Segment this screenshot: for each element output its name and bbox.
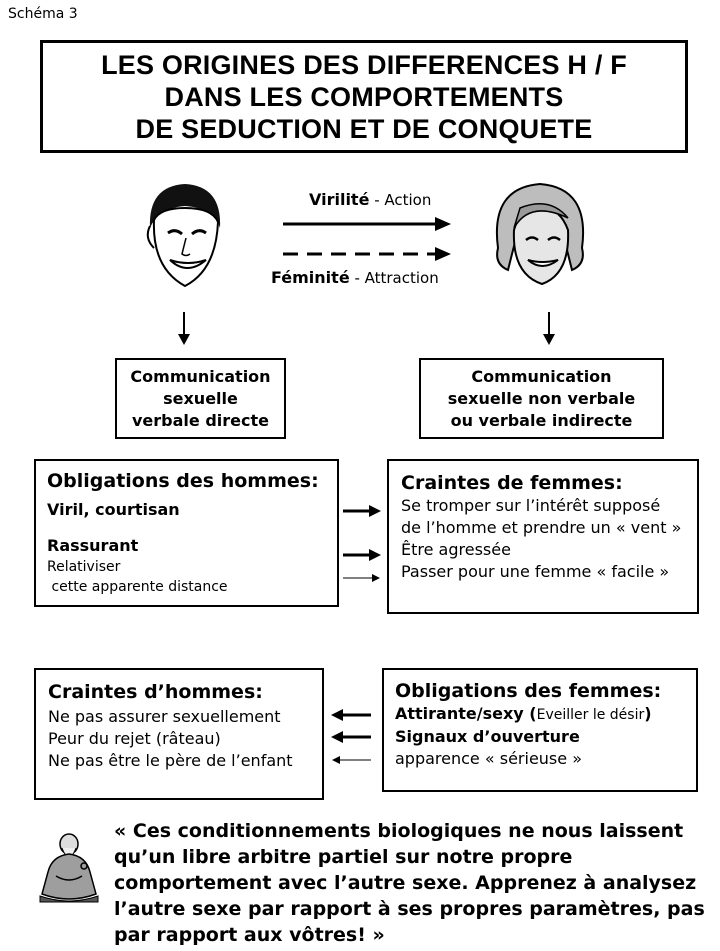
comm-box-left: [115, 358, 286, 439]
oblig-femmes-line-3: apparence « sérieuse »: [395, 749, 582, 768]
oblig-femmes-box: [382, 668, 698, 792]
right-arrow-2: [343, 547, 383, 563]
dashed-arrow-feminite: [283, 244, 453, 264]
oblig-hommes-line-3: Relativiser: [47, 559, 121, 575]
oblig-femmes-line-1: Attirante/sexy (Eveiller le désir): [395, 704, 652, 723]
oblig-hommes-line-4: cette apparente distance: [47, 579, 228, 595]
virilite-label: Virilité - Action: [309, 190, 432, 209]
sage-figure-icon: [36, 832, 102, 904]
craintes-hommes-line-1: Ne pas assurer sexuellement: [48, 707, 281, 726]
feminite-label: Féminité - Attraction: [271, 268, 439, 287]
craintes-femmes-box: [387, 459, 699, 614]
title-box: [40, 40, 688, 153]
title-line-3: DE SEDUCTION ET DE CONQUETE: [135, 113, 593, 144]
craintes-femmes-line-3: Être agressée: [401, 540, 511, 559]
right-arrow-1: [343, 503, 383, 519]
craintes-femmes-line-2: de l’homme et prendre un « vent »: [401, 518, 682, 537]
comm-left-line-3: verbale directe: [132, 410, 269, 430]
quote-line-1: « Ces conditionnements biologiques ne nous laissent: [114, 820, 684, 842]
solid-arrow-virilite: [283, 214, 453, 234]
left-arrow-3: [331, 753, 373, 767]
comm-right-line-3: ou verbale indirecte: [450, 410, 633, 430]
down-arrow-left: [176, 312, 192, 346]
man-face-icon: [140, 178, 230, 293]
craintes-hommes-line-3: Ne pas être le père de l’enfant: [48, 751, 293, 770]
oblig-hommes-title: Obligations des hommes:: [47, 470, 319, 492]
title-line-1: LES ORIGINES DES DIFFERENCES H / F: [101, 49, 627, 80]
oblig-femmes-line-2: Signaux d’ouverture: [395, 727, 580, 746]
comm-left-line-2: sexuelle: [163, 388, 238, 408]
craintes-femmes-line-4: Passer pour une femme « facile »: [401, 562, 670, 581]
comm-right-line-1: Communication: [471, 366, 612, 386]
woman-face-icon: [490, 178, 590, 293]
oblig-hommes-line-1: Viril, courtisan: [47, 500, 180, 519]
left-arrow-1: [331, 707, 373, 723]
craintes-femmes-title: Craintes de femmes:: [401, 472, 623, 494]
oblig-hommes-line-2: Rassurant: [47, 536, 139, 555]
quote-block: [114, 818, 714, 948]
craintes-hommes-title: Craintes d’hommes:: [48, 681, 263, 703]
quote-line-4: l’autre sexe par rapport à ses propres paramètres, pas: [114, 898, 705, 920]
down-arrow-right: [541, 312, 557, 346]
left-arrow-2: [331, 729, 373, 745]
oblig-femmes-title: Obligations des femmes:: [395, 680, 662, 702]
quote-line-3: comportement avec l’autre sexe. Apprenez à analysez: [114, 872, 697, 894]
quote-line-2: qu’un libre arbitre partiel sur notre propre: [114, 846, 573, 868]
schema-label: Schéma 3: [8, 6, 78, 22]
comm-box-right: [419, 358, 664, 439]
comm-right-line-2: sexuelle non verbale: [447, 388, 636, 408]
right-arrow-3: [343, 571, 383, 585]
craintes-hommes-line-2: Peur du rejet (râteau): [48, 729, 221, 748]
title-line-2: DANS LES COMPORTEMENTS: [164, 81, 564, 112]
oblig-hommes-box: [34, 459, 339, 607]
craintes-hommes-box: [34, 668, 324, 800]
quote-line-5: par rapport aux vôtres! »: [114, 924, 385, 946]
craintes-femmes-line-1: Se tromper sur l’intérêt supposé: [401, 496, 661, 515]
comm-left-line-1: Communication: [130, 366, 271, 386]
